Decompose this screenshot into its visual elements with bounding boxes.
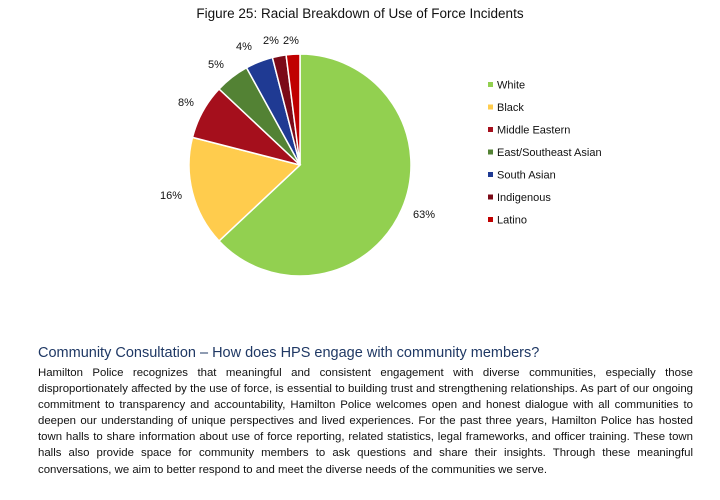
slice-label: 4% bbox=[236, 41, 252, 53]
pie-slices bbox=[189, 54, 411, 276]
slice-label: 16% bbox=[159, 190, 183, 202]
figure-title: Figure 25: Racial Breakdown of Use of Force Incidents bbox=[196, 6, 524, 21]
section-body-paragraph: Hamilton Police recognizes that meaningful and consistent engagement with diverse communities, especially those disproportionately affected by the use of force, is essential to building trust and strengthening relationships. As part of our ongoing commitment to transparency and accountability, Hamilton Police welcomes open and honest dialogue with all communities to deepen our understanding of unique perspectives and lived experiences. For the past three years, Hamilton Police has hosted town halls to share information about use of force reporting, related statistics, legal frameworks, and officer training. These town halls also provide space for community members to ask questions and share their insights. Through these meaningful conversations, we aim to better respond to and meet the diverse needs of the communities we serve. bbox=[38, 367, 693, 476]
chart-legend bbox=[488, 80, 602, 227]
legend-swatch bbox=[488, 82, 493, 87]
slice-label: 2% bbox=[263, 35, 279, 47]
legend-swatch bbox=[488, 172, 493, 177]
legend-label: East/Southeast Asian bbox=[497, 147, 602, 159]
slice-label: 2% bbox=[283, 35, 299, 47]
legend-label: Indigenous bbox=[497, 192, 551, 204]
legend-label: Black bbox=[497, 102, 524, 114]
slice-label: 63% bbox=[412, 209, 436, 221]
legend-swatch bbox=[488, 105, 493, 110]
legend-swatch bbox=[488, 217, 493, 222]
legend-label: White bbox=[497, 79, 526, 92]
slice-label: 5% bbox=[208, 59, 224, 71]
legend-swatch bbox=[488, 127, 493, 132]
section-heading: Community Consultation – How does HPS engage with community members? bbox=[38, 345, 540, 361]
legend-label: South Asian bbox=[497, 169, 556, 182]
legend-swatch bbox=[488, 195, 493, 200]
legend-swatch bbox=[488, 150, 493, 155]
slice-label: 8% bbox=[178, 97, 194, 109]
legend-label: Middle Eastern bbox=[497, 124, 571, 137]
legend-label: Latino bbox=[497, 214, 527, 227]
